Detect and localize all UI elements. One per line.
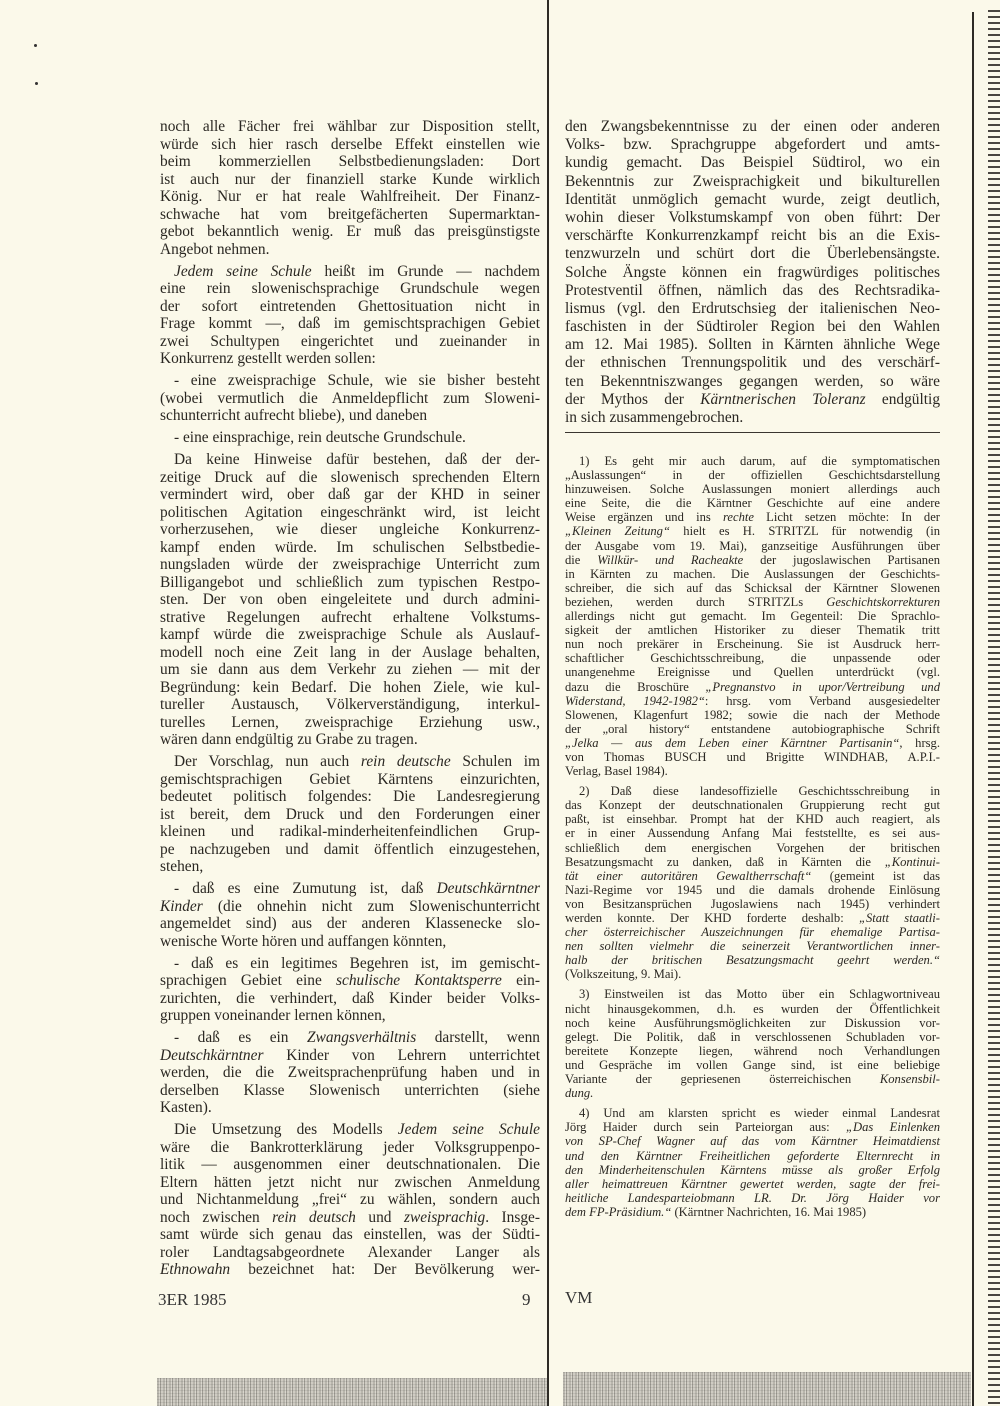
page-number: 9 bbox=[522, 1290, 531, 1309]
paragraph bbox=[160, 118, 540, 258]
text-line: kampf würde die zweisprachige Schule als Auslauf- bbox=[160, 626, 540, 643]
text-line: Bekenntnis zur Zweisprachigkeit und bikulturellen bbox=[565, 172, 940, 190]
text-line: 4) Und am klarsten spricht es wieder einmal Landesrat bbox=[579, 1106, 940, 1121]
paragraph bbox=[160, 263, 540, 368]
text-line: Identität unmöglich gemacht wurde, zeigt deutlich, bbox=[565, 190, 940, 208]
text-line: nicht hinausgekommen, d.h. es wurden der Öffentlichkeit bbox=[565, 1001, 940, 1016]
italic-emphasis: cher österreichischer Auszeichnungen für ehemalige Partisa- bbox=[565, 925, 940, 940]
text-line: Widerstand, 1942-1982“: hrsg. vom Verband ausgesiedelter bbox=[565, 693, 940, 708]
text-line: Deutschkärntner Kinder von Lehrern unterrichtet bbox=[160, 1046, 540, 1064]
text-line: Der Vorschlag, nun auch rein deutsche Schulen im bbox=[174, 753, 540, 770]
text-line: in Kärnten zu machen. Die Auslassungen der Geschichts- bbox=[565, 566, 940, 581]
footnote-separator bbox=[565, 432, 940, 433]
paragraph bbox=[565, 1106, 940, 1219]
italic-emphasis: Jedem seine Schule bbox=[397, 1121, 540, 1138]
text-line: tenzwurzeln und schürt dort die Überlebensängste. bbox=[565, 245, 940, 263]
italic-emphasis: „Jelka — aus dem Leben einer Kärntner Partisanin“ bbox=[565, 735, 900, 750]
text-line: der Ausgabe vom 19. Mai), ganzseitige Ausführungen über bbox=[565, 538, 940, 553]
text-line: 1) Es geht mir auch darum, auf die symptomatischen bbox=[579, 454, 940, 468]
italic-emphasis: Jedem seine Schule bbox=[174, 262, 312, 280]
text-line: Nazi-Regime vor 1945 und die damals drohende Einlösung bbox=[565, 882, 940, 897]
text-line: Variante der gepriesenen österreichischen Konsensbil- bbox=[565, 1072, 940, 1087]
text-line: gebot bekanntlich wenig. Er muß das preisgünstigste bbox=[160, 223, 540, 240]
italic-emphasis: Kärntnerischen Toleranz bbox=[700, 390, 866, 408]
text-line: Billigangebot und schließlich zum typischen Restpo- bbox=[160, 573, 540, 591]
text-line: paßt, ist einsehbar. Prompt hat der KHD auch reagiert, als bbox=[565, 812, 940, 827]
italic-emphasis: „Kleinen Zeitung“ bbox=[565, 524, 670, 539]
text-line: - eine einsprachige, rein deutsche Grundschule. bbox=[174, 429, 466, 446]
text-line: faschisten in der Südtiroler Region bei den Wahlen bbox=[565, 318, 940, 336]
text-line bbox=[565, 1163, 940, 1177]
text-line: nun noch prekärer in Erscheinung. Sie ist Ausdruck herr- bbox=[565, 637, 940, 652]
text-line: der Mythos der Kärntnerischen Toleranz endgültig bbox=[565, 390, 941, 408]
text-line: schreiber, die sich auf das Schicksal der Kärntner Slowenen bbox=[565, 580, 940, 595]
text-line: beziehen, werden durch STRITZLs Geschichtskorrekturen bbox=[565, 594, 940, 609]
text-line bbox=[565, 953, 940, 967]
text-line: gemischtsprachigen Gebiet Kärntens einzurichten, bbox=[160, 770, 540, 788]
footer-issue-date: 3ER 1985 bbox=[158, 1290, 227, 1309]
right-text-column bbox=[565, 118, 940, 427]
text-line: Kinder (die ohnehin nicht zum Slowenischunterricht bbox=[160, 897, 540, 915]
text-line: (Volkszeitung, 9. Mai). bbox=[565, 967, 682, 982]
text-line: bereitete Konzepte liegen, während noch Verhandlungen bbox=[565, 1043, 940, 1058]
text-line: kundig gemacht. Das Beispiel Südtirol, wo ein bbox=[565, 154, 940, 172]
text-line: ist bereit, dem Druck und den Forderungen einer bbox=[160, 805, 540, 823]
text-line: dazu die Broschüre „Pregnanstvo in upor/Vertreibung und bbox=[565, 679, 940, 694]
text-line: allerdings nicht gut gemacht. Im Gegenteil: Die Sprachlo- bbox=[565, 609, 940, 624]
text-line: den Zwangsbekenntnisse zu der einen oder anderen bbox=[565, 118, 940, 135]
text-line: modell noch eine Zeit lang in der Auslage behalten, bbox=[160, 643, 540, 661]
text-line: zurichten, die verhindert, daß Kinder beider Volks- bbox=[160, 989, 540, 1007]
italic-emphasis: zweisprachig bbox=[403, 1208, 486, 1226]
text-line: unangenehme Ereignisse und Quellen unterdrückt (vgl. bbox=[565, 665, 940, 680]
text-line: zeitige Druck auf die slowenisch sprechenden Eltern bbox=[160, 468, 540, 486]
paragraph bbox=[160, 1029, 540, 1117]
text-line: noch alle Fächer frei wählbar zur Disposition stellt, bbox=[160, 118, 540, 135]
text-line: dem FP-Präsidium.“ (Kärntner Nachrichten, 16. Mai 1985) bbox=[565, 1204, 867, 1219]
text-line: der sofort eintretenden Ghettosituation nicht in bbox=[160, 297, 540, 315]
italic-emphasis: dem FP-Präsidium.“ bbox=[565, 1204, 672, 1219]
footnotes-section bbox=[565, 454, 940, 1225]
text-line bbox=[565, 939, 940, 953]
text-line: wären dann endgültig zu Grabe zu tragen. bbox=[160, 731, 418, 748]
paragraph bbox=[565, 454, 940, 778]
text-line: gelegt. Die Politik, daß in verschlossenen Schubladen vor- bbox=[565, 1029, 940, 1044]
text-line: Die Umsetzung des Modells Jedem seine Schule bbox=[174, 1121, 540, 1138]
text-line: vermindert wird, ober daß gar der KHD in seiner bbox=[160, 486, 540, 503]
text-line: von Thomas BUSCH und Brigitte WINDHAB, A.P.I.- bbox=[565, 749, 940, 764]
text-line: tureller Austausch, Völkerverständigung, interkul- bbox=[160, 696, 540, 713]
text-line: ist auch nur der finanziell starke Kunde wirklich bbox=[160, 170, 540, 188]
text-line: Solche Ängste können ein fragwürdiges politisches bbox=[565, 263, 940, 281]
italic-emphasis: tät einer autoritären Gewaltherrschaft“ bbox=[565, 868, 812, 883]
paragraph bbox=[565, 118, 940, 427]
text-line: „Jelka — aus dem Leben einer Kärntner Partisanin“, hrsg. bbox=[565, 735, 940, 750]
scan-noise-strip-left bbox=[157, 1378, 547, 1406]
text-line: und Gespräche im vollen Gange sind, ist eine beliebige bbox=[565, 1057, 940, 1072]
italic-emphasis: rein deutsch bbox=[272, 1208, 356, 1226]
text-line: am 12. Mai 1985). Sollten in Kärnten ähnliche Wege bbox=[565, 336, 940, 354]
paragraph bbox=[160, 372, 540, 425]
text-line: Frage kommt —, daß im gemischtsprachigen Gebiet bbox=[160, 315, 540, 332]
text-line: samt würde sich genau das einstellen, was der Südti- bbox=[160, 1226, 540, 1243]
text-line: der ethnischen Trennungspolitik und des verschärf- bbox=[565, 354, 940, 372]
paragraph bbox=[160, 753, 540, 876]
text-line: werden konnte. Der KHD forderte deshalb: „Statt staatli- bbox=[565, 911, 940, 925]
paragraph bbox=[160, 880, 540, 950]
text-line: lismus (vgl. den Erdrutschsieg der italienischen Neo- bbox=[565, 299, 940, 317]
text-line: schließlich dem energischen Vorgehen der britischen bbox=[565, 840, 940, 855]
text-line: - daß es eine Zumutung ist, daß Deutschkärntner bbox=[174, 880, 540, 897]
italic-emphasis: den Minderheitenschulen Kärntens müsse als großer Erfolg bbox=[565, 1162, 940, 1177]
text-line: nungsladen würde der zweisprachige Unterricht zum bbox=[160, 556, 540, 573]
text-line: Verlag, Basel 1984). bbox=[565, 764, 668, 779]
italic-emphasis: halb der britischen Besatzungsmacht geehrt werden.“ bbox=[565, 953, 940, 968]
italic-emphasis: Ethnowahn bbox=[160, 1261, 231, 1278]
text-line: 2) Daß diese landesoffizielle Geschichtsschreibung in bbox=[579, 784, 940, 799]
text-line: Weise ergänzen und ins rechte Licht setzen möchte: In der bbox=[565, 510, 940, 525]
paragraph bbox=[160, 955, 540, 1025]
text-line: Begründung: kein Bedarf. Die hohen Ziele, wie kul- bbox=[160, 678, 540, 696]
text-line bbox=[565, 1086, 940, 1100]
text-line: sten. Der von oben eingeleitete und durch admini- bbox=[160, 591, 540, 608]
text-line bbox=[565, 1177, 940, 1191]
text-line: der „oral history“ entstandene autobiographische Schrift bbox=[565, 721, 940, 736]
italic-emphasis: nen sollten vielmehr die seinerzeit Verantwortlichen inner- bbox=[565, 939, 940, 954]
scan-speck bbox=[34, 44, 37, 47]
text-line: roler Landtagsabgeordnete Alexander Langer als bbox=[160, 1243, 540, 1261]
italic-emphasis: Geschichtskorrekturen bbox=[826, 594, 940, 609]
text-line: Protestventil öffnen, nämlich das des Rechtsradika- bbox=[565, 281, 940, 299]
text-line: ten Bekenntniszwanges gegangen werden, so wäre bbox=[565, 372, 940, 390]
text-line: litik — ausgenommen einer deutschnationalen. Die bbox=[160, 1156, 540, 1173]
text-line: zwei Schultypen eingerichtet und zueinander in bbox=[160, 332, 540, 350]
italic-emphasis: rechte bbox=[722, 510, 754, 525]
italic-emphasis: Widerstand, 1942-1982“ bbox=[565, 693, 705, 708]
italic-emphasis: dung. bbox=[565, 1086, 594, 1101]
text-line: noch zwischen rein deutsch und zweisprachig. Insge- bbox=[160, 1208, 540, 1226]
text-line: bedeutet politisch folgendes: Die Landesregierung bbox=[160, 788, 540, 805]
text-line: kleinen und radikal-minderheitenfeindlichen Grup- bbox=[160, 823, 540, 840]
text-line: eine Seite, die die Kärntner Geschichte auf eine andere bbox=[565, 496, 940, 511]
text-line: turelles Lernen, zweisprachige Erziehung usw., bbox=[160, 713, 540, 731]
italic-emphasis: Willkür- und Racheakte bbox=[597, 552, 744, 567]
italic-emphasis: heitliche Landesparteiobmann LR. Dr. Jörg Haider vor bbox=[565, 1190, 940, 1205]
paragraph bbox=[160, 451, 540, 749]
text-line: er in einer Aussendung Anfang Mai feststellte, es sei aus- bbox=[565, 826, 940, 841]
text-line: derselben Klasse Slowenisch unterrichten (siehe bbox=[160, 1081, 540, 1099]
text-line: wäre die Bankrotterklärung jeder Volksgruppenpo- bbox=[160, 1138, 540, 1156]
text-line: und Nichtanmeldung „frei“ zu wählen, sondern auch bbox=[160, 1191, 540, 1208]
text-line: Jörg Haider durch sein Parteiorgan aus: „Das Einlenken bbox=[565, 1120, 940, 1135]
text-line: Eltern hätten jetzt nicht nur zwischen Anmeldung bbox=[160, 1173, 540, 1191]
italic-emphasis: und den Kärntner Freiheitlichen geforderte Elternrecht in bbox=[565, 1148, 940, 1163]
text-line: - daß es ein Zwangsverhältnis darstellt, wenn bbox=[174, 1029, 540, 1046]
text-line bbox=[565, 1134, 940, 1148]
italic-emphasis: Zwangsverhältnis bbox=[307, 1029, 417, 1046]
text-line: das Konzept der deutschnationalen Gruppierung recht gut bbox=[565, 798, 940, 813]
text-line: pe nachzugeben und damit öffentlich einzugestehen, bbox=[160, 840, 540, 858]
text-line: kampf enden würde. Im schulischen Selbstbedie- bbox=[160, 538, 540, 556]
text-line: stehen, bbox=[160, 858, 204, 875]
column-divider-line bbox=[547, 0, 549, 1406]
italic-emphasis: „Statt staatli- bbox=[858, 911, 940, 925]
text-line bbox=[565, 1191, 940, 1205]
text-line bbox=[565, 1149, 940, 1163]
text-line: beim kommerziellen Selbstbedienungsladen: Dort bbox=[160, 153, 540, 170]
text-line: vorherzusehen, wie dieser ungleiche Konkurrenz- bbox=[160, 521, 540, 538]
text-line: wenische Worte hören und auffangen könnten, bbox=[160, 932, 447, 950]
text-line: die Willkür- und Racheakte der jugoslawischen Partisanen bbox=[565, 552, 940, 567]
text-line: angemeldet sind) aus der anderen Klassenecke slo- bbox=[160, 915, 540, 932]
text-line: „Kleinen Zeitung“ hielt es H. STRITZL für notwendig (in bbox=[565, 524, 941, 539]
text-line: sigkeit der amtlichen Historiker zu dieser Thematik tritt bbox=[565, 623, 940, 638]
italic-emphasis: „Pregnanstvo in upor/Vertreibung und bbox=[705, 679, 940, 694]
scan-noise-strip-right bbox=[563, 1372, 971, 1406]
paragraph bbox=[565, 784, 940, 981]
italic-emphasis: von SP-Chef Wagner auf das vom Kärntner Heimatdienst bbox=[565, 1134, 940, 1149]
paragraph bbox=[160, 429, 540, 447]
text-line: 3) Einstweilen ist das Motto über ein Schlagwortniveau bbox=[579, 987, 940, 1002]
text-line: Volks- bzw. Sprachgruppe abgefordert und amts- bbox=[565, 136, 940, 154]
italic-emphasis: „Das Einlenken bbox=[845, 1120, 940, 1135]
text-line: werden, die die Zweitsprachenprüfung haben und in bbox=[160, 1064, 540, 1081]
text-line: eine rein slowenischsprachige Grundschule wegen bbox=[160, 280, 540, 297]
italic-emphasis: Konsensbil- bbox=[879, 1072, 940, 1087]
text-line: Konkurrenz gestellt werden sollen: bbox=[160, 350, 376, 367]
text-line: noch keine Ausführungsmöglichkeiten zur Diskussion vor- bbox=[565, 1015, 940, 1030]
text-line bbox=[565, 925, 940, 939]
text-line: Slowenen, Klagenfurt 1982; sowie die nach der Methode bbox=[565, 707, 940, 722]
text-line: verschärfte Konkurrenzkampf reicht bis an die Exis- bbox=[565, 227, 940, 245]
text-line: Jedem seine Schule heißt im Grunde — nachdem bbox=[174, 262, 541, 280]
italic-emphasis: „Kontinui- bbox=[884, 854, 940, 869]
text-line: Kasten). bbox=[160, 1099, 212, 1116]
text-line: politischen Agitation eingeschränkt wird, ist leicht bbox=[160, 503, 540, 521]
text-line: würde sich hier rasch derselbe Effekt einstellen wie bbox=[160, 135, 540, 153]
page-edge-line bbox=[972, 12, 974, 1406]
text-line: Ethnowahn bezeichnet hat: Der Bevölkerung wer- bbox=[160, 1261, 540, 1278]
text-line: um sie dann aus dem Verkehr zu ziehen — mit der bbox=[160, 661, 540, 678]
text-line: Besatzungsmacht zu danken, daß in Kärnten die „Kontinui- bbox=[565, 854, 940, 869]
text-line: König. Nur er hat reale Wahlfreiheit. Der Finanz- bbox=[160, 188, 540, 205]
italic-emphasis: Deutschkärntner bbox=[160, 1046, 264, 1064]
text-line: hinzuweisen. Solche Auslassungen moniert allerdings auch bbox=[565, 482, 940, 497]
text-line: sprachigen Gebiet eine schulische Kontaktsperre ein- bbox=[160, 972, 540, 989]
italic-emphasis: aller heimattreuen Kärntner gewertet werden, sagte der frei- bbox=[565, 1176, 940, 1191]
italic-emphasis: rein deutsche bbox=[360, 753, 451, 770]
paragraph bbox=[565, 987, 940, 1100]
text-line: tät einer autoritären Gewaltherrschaft“ (gemeint ist das bbox=[565, 868, 940, 883]
text-line: Angebot nehmen. bbox=[160, 240, 270, 258]
italic-emphasis: Kinder bbox=[160, 897, 203, 915]
footer-mark: VM bbox=[565, 1288, 593, 1307]
text-line: Da keine Hinweise dafür bestehen, daß der der- bbox=[174, 451, 540, 468]
text-line: wohin dieser Volkstumskampf von oben führt: Der bbox=[565, 208, 940, 226]
text-line: schaftlicher Geschichtsschreibung, die unpassende oder bbox=[565, 651, 940, 666]
binding-edge-stripes bbox=[988, 10, 1000, 1406]
text-line: in sich zusammengebrochen. bbox=[565, 409, 744, 426]
text-line: schwache hat vom breitgefächerten Supermarktan- bbox=[160, 205, 540, 223]
text-line: schunterricht aufrecht bliebe), und daneben bbox=[160, 407, 428, 424]
text-line: (wobei vermutlich die Anmeldepflicht zum Sloweni- bbox=[160, 389, 540, 407]
paragraph bbox=[160, 1121, 540, 1279]
text-line: „Auslassungen“ in der offiziellen Geschichtsdarstellung bbox=[565, 468, 940, 483]
text-line: strative Regelungen aufrecht erhaltene Volkstums- bbox=[160, 608, 540, 626]
scan-speck bbox=[35, 82, 38, 85]
text-line: - daß es ein legitimes Begehren ist, im gemischt- bbox=[174, 954, 540, 972]
left-text-column bbox=[160, 118, 540, 1283]
italic-emphasis: Deutschkärntner bbox=[436, 880, 540, 897]
text-line: von Besitzansprüchen Jugoslawiens nach 1945) verhindert bbox=[565, 896, 940, 911]
italic-emphasis: schulische Kontaktsperre bbox=[336, 972, 502, 989]
text-line: - eine zweisprachige Schule, wie sie bisher besteht bbox=[174, 372, 540, 389]
text-line: gruppen voneinander lernen können, bbox=[160, 1007, 386, 1024]
